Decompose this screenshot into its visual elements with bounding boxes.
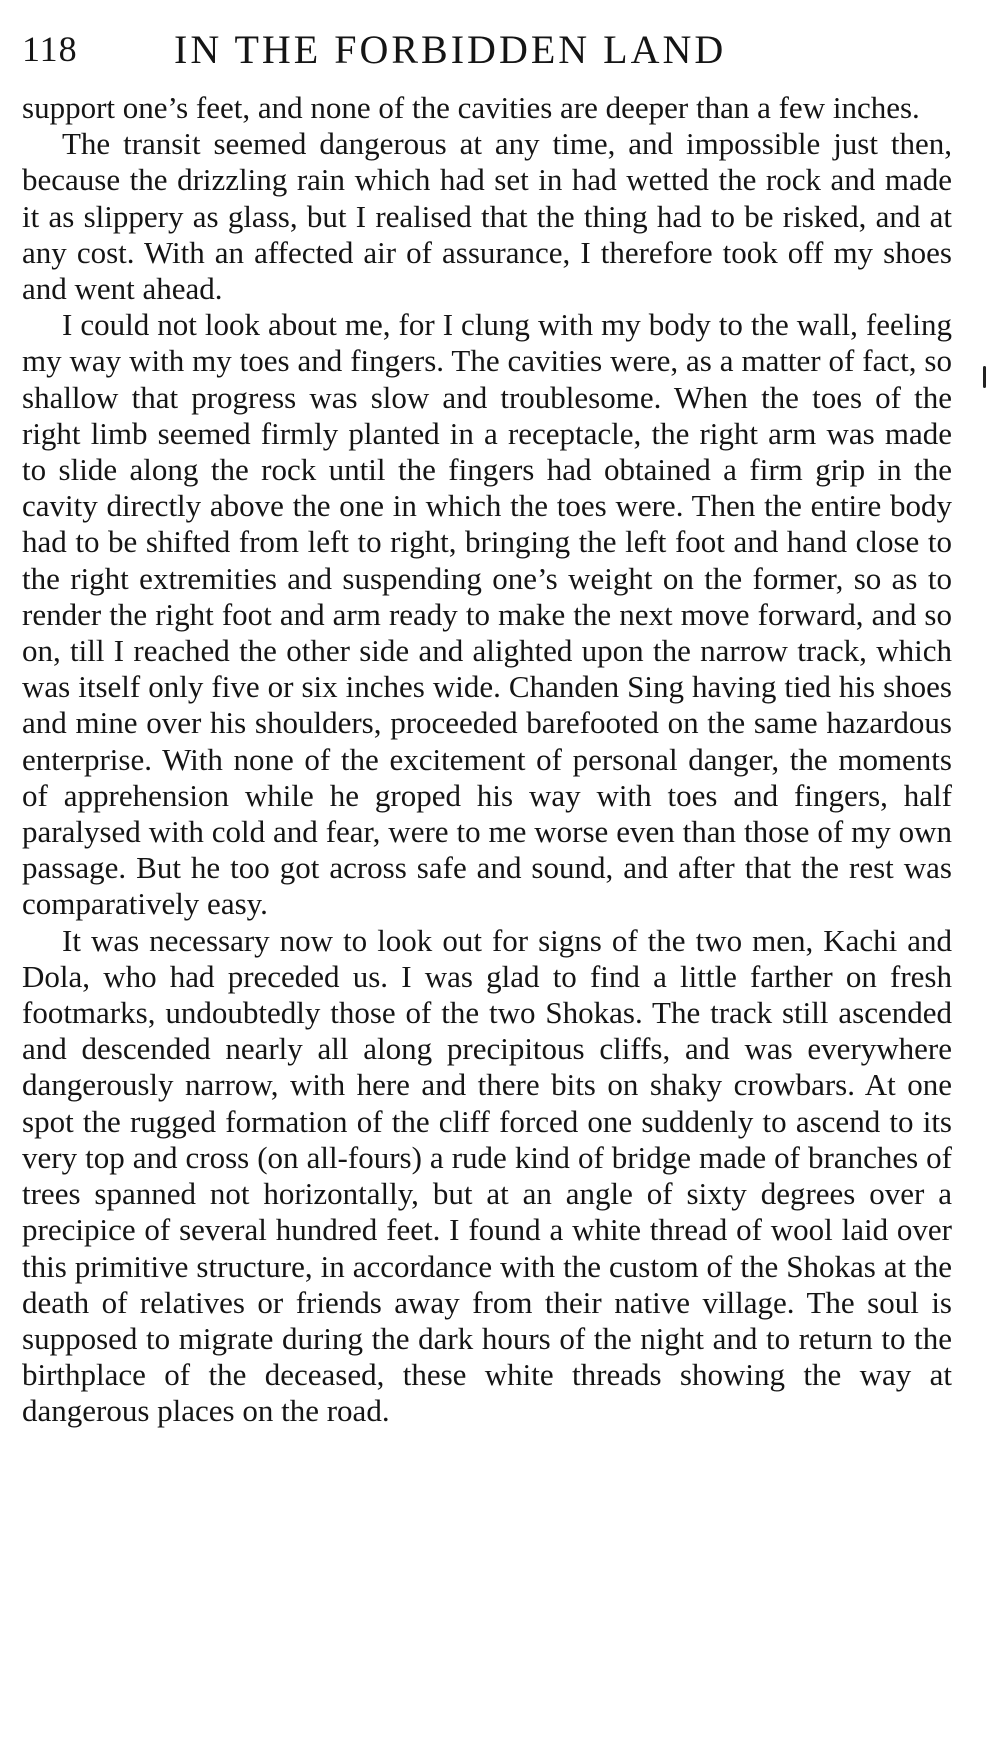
book-page: [22, 22, 962, 1722]
running-head: [22, 22, 962, 88]
paragraph-crossing: I could not look about me, for I clung with my body to the wall, feeling my way with my toes and fingers. The cavities were, as a matter of fact, so shallow that progress was slow and troublesome. When the toes of the right limb seemed firmly planted in a receptacle, the right arm was made to slide along the rock until the fingers had obtained a firm grip in the cavity directly above the one in which the toes were. Then the entire body had to be shifted from left to right, bringing the left foot and hand close to the right extremities and suspending one’s weight on the former, so as to render the right foot and arm ready to make the next move forward, and so on, till I reached the other side and alighted upon the narrow track, which was itself only five or six inches wide. Chanden Sing having tied his shoes and mine over his shoulders, proceeded barefooted on the same hazardous enterprise. With none of the excitement of personal danger, the moments of apprehension while he groped his way with toes and fingers, half paralysed with cold and fear, were to me worse even than those of my own passage. But he too got across safe and sound, and after that the rest was comparatively easy.: [22, 307, 952, 922]
body-text: [22, 90, 952, 1430]
running-title: IN THE FORBIDDEN LAND: [174, 27, 727, 72]
paragraph-footmarks: It was necessary now to look out for signs of the two men, Kachi and Dola, who had preceded us. I was glad to find a little farther on fresh footmarks, undoubtedly those of the two Shokas. The track still ascended and descended nearly all along precipitous cliffs, and was everywhere dangerously narrow, with here and there bits on shaky crowbars. At one spot the rugged formation of the cliff forced one suddenly to ascend to its very top and cross (on all-fours) a rude kind of bridge made of branches of trees spanned not horizontally, but at an angle of sixty degrees over a precipice of several hundred feet. I found a white thread of wool laid over this primitive structure, in accordance with the custom of the Shokas at the death of relatives or friends away from their native village. The soul is supposed to migrate during the dark hours of the night and to return to the birthplace of the deceased, these white threads showing the way at dangerous places on the road.: [22, 922, 952, 1429]
page-number: 118: [22, 29, 78, 69]
margin-ink-mark: [983, 366, 986, 388]
paragraph-continued: support one’s feet, and none of the cavities are deeper than a few inches.: [22, 90, 920, 125]
paragraph-transit: The transit seemed dangerous at any time, and impossible just then, because the drizzling rain which had set in had wetted the rock and made it as slippery as glass, but I realised that the thing had to be risked, and at any cost. With an affected air of assurance, I therefore took off my shoes and went ahead.: [22, 126, 952, 307]
